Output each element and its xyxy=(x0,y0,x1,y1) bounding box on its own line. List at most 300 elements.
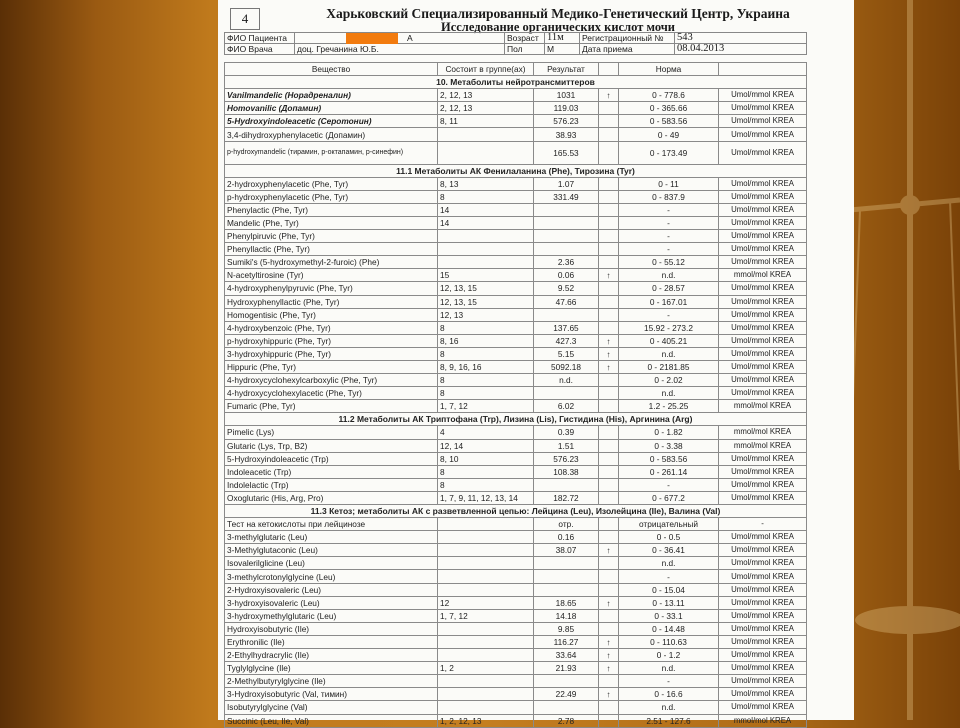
table-row xyxy=(225,243,807,256)
table-row xyxy=(225,557,807,570)
substance-cell: Indolelactic (Trp) xyxy=(225,478,438,491)
report-page xyxy=(218,0,854,726)
norm-cell: - xyxy=(619,230,719,243)
norm-cell: 0 - 778.6 xyxy=(619,89,719,102)
unit-cell: Umol/mmol KREA xyxy=(719,321,807,334)
increase-arrow xyxy=(599,321,619,334)
unit-cell: mmol/mol KREA xyxy=(719,400,807,413)
table-row xyxy=(225,321,807,334)
substance-cell: 4-hydroxycyclohexylcarboxylic (Phe, Tyr) xyxy=(225,374,438,387)
norm-cell: 0 - 11 xyxy=(619,177,719,190)
norm-cell: - xyxy=(619,203,719,216)
table-row xyxy=(225,190,807,203)
increase-arrow xyxy=(599,491,619,504)
table-row xyxy=(225,203,807,216)
groups-cell: 14 xyxy=(438,203,534,216)
result-cell xyxy=(534,701,599,714)
result-cell: 427.3 xyxy=(534,334,599,347)
result-cell xyxy=(534,478,599,491)
substance-cell: 3-hydroxyhippuric (Phe, Tyr) xyxy=(225,347,438,360)
norm-cell: n.d. xyxy=(619,269,719,282)
increase-arrow xyxy=(599,230,619,243)
norm-cell: 0 - 1.82 xyxy=(619,426,719,439)
increase-arrow xyxy=(599,243,619,256)
result-cell: 5.15 xyxy=(534,347,599,360)
groups-cell xyxy=(438,518,534,531)
substance-cell: 4-hydroxyphenylpyruvic (Phe, Tyr) xyxy=(225,282,438,295)
result-cell: 47.66 xyxy=(534,295,599,308)
result-cell: 6.02 xyxy=(534,400,599,413)
result-cell: 2.78 xyxy=(534,714,599,727)
table-row xyxy=(225,256,807,269)
groups-cell: 1, 2 xyxy=(438,662,534,675)
scales-decoration xyxy=(850,0,960,720)
norm-cell: 0 - 0.5 xyxy=(619,531,719,544)
substance-cell: Тест на кетокислоты при лейцинозе xyxy=(225,518,438,531)
table-row xyxy=(225,216,807,229)
unit-cell: Umol/mmol KREA xyxy=(719,609,807,622)
substance-cell: 5-Hydroxyindoleacetic (Серотонин) xyxy=(225,115,438,128)
sex-value: М xyxy=(545,44,580,55)
substance-cell: 3-Hydroxyisobutyric (Val, тимин) xyxy=(225,688,438,701)
groups-cell xyxy=(438,531,534,544)
groups-cell: 4 xyxy=(438,426,534,439)
substance-cell: 2-hydroxyphenylacetic (Phe, Tyr) xyxy=(225,177,438,190)
unit-cell: Umol/mmol KREA xyxy=(719,360,807,373)
norm-cell: 0 - 15.04 xyxy=(619,583,719,596)
result-cell: 182.72 xyxy=(534,491,599,504)
increase-arrow xyxy=(599,387,619,400)
col-result: Результат xyxy=(534,63,599,76)
result-cell: 0.06 xyxy=(534,269,599,282)
norm-cell: n.d. xyxy=(619,387,719,400)
norm-cell: n.d. xyxy=(619,557,719,570)
unit-cell: - xyxy=(719,518,807,531)
unit-cell: Umol/mmol KREA xyxy=(719,570,807,583)
substance-cell: Isobutyrylglycine (Val) xyxy=(225,701,438,714)
increase-arrow xyxy=(599,622,619,635)
section-title: 11.1 Метаболиты АК Фенилаланина (Phe), Тирозина (Tyr) xyxy=(225,164,807,177)
result-cell: 108.38 xyxy=(534,465,599,478)
table-row xyxy=(225,230,807,243)
increase-arrow xyxy=(599,570,619,583)
norm-cell: 0 - 3.38 xyxy=(619,439,719,452)
groups-cell xyxy=(438,701,534,714)
substance-cell: Mandelic (Phe, Tyr) xyxy=(225,216,438,229)
unit-cell: Umol/mmol KREA xyxy=(719,688,807,701)
increase-arrow xyxy=(599,452,619,465)
unit-cell: Umol/mmol KREA xyxy=(719,701,807,714)
section-title: 10. Метаболиты нейротрансмиттеров xyxy=(225,76,807,89)
section-header xyxy=(225,76,807,89)
substance-cell: Hydroxyisobutyric (Ile) xyxy=(225,622,438,635)
increase-arrow xyxy=(599,256,619,269)
norm-cell: 0 - 49 xyxy=(619,128,719,141)
col-unit xyxy=(719,63,807,76)
increase-arrow xyxy=(599,308,619,321)
unit-cell: Umol/mmol KREA xyxy=(719,635,807,648)
table-row xyxy=(225,491,807,504)
page-number: 4 xyxy=(230,8,260,30)
unit-cell: Umol/mmol KREA xyxy=(719,544,807,557)
substance-cell: 3-hydroxymethylglutaric (Leu) xyxy=(225,609,438,622)
result-cell: 22.49 xyxy=(534,688,599,701)
table-row xyxy=(225,102,807,115)
groups-cell: 8 xyxy=(438,321,534,334)
increase-arrow xyxy=(599,115,619,128)
increase-arrow xyxy=(599,675,619,688)
result-cell: 38.07 xyxy=(534,544,599,557)
col-substance: Вещество xyxy=(225,63,438,76)
norm-cell: - xyxy=(619,675,719,688)
result-cell: 0.39 xyxy=(534,426,599,439)
norm-cell: 0 - 173.49 xyxy=(619,141,719,164)
norm-cell: n.d. xyxy=(619,347,719,360)
unit-cell: Umol/mmol KREA xyxy=(719,452,807,465)
increase-arrow: ↑ xyxy=(599,360,619,373)
result-cell: 1.07 xyxy=(534,177,599,190)
norm-cell: 0 - 28.57 xyxy=(619,282,719,295)
table-row xyxy=(225,478,807,491)
table-row xyxy=(225,141,807,164)
unit-cell: Umol/mmol KREA xyxy=(719,282,807,295)
result-cell: 0.16 xyxy=(534,531,599,544)
substance-cell: Phenylactic (Phe, Tyr) xyxy=(225,203,438,216)
increase-arrow xyxy=(599,128,619,141)
report-title: Харьковский Специализированный Медико-Генетический Центр, Украина xyxy=(326,6,790,21)
groups-cell: 14 xyxy=(438,216,534,229)
patient-name-label: ФИО Пациента xyxy=(225,33,295,44)
unit-cell: Umol/mmol KREA xyxy=(719,531,807,544)
increase-arrow xyxy=(599,557,619,570)
groups-cell: 8, 13 xyxy=(438,177,534,190)
groups-cell: 2, 12, 13 xyxy=(438,102,534,115)
substance-cell: 2-Hydroxyisovaleric (Leu) xyxy=(225,583,438,596)
increase-arrow xyxy=(599,465,619,478)
unit-cell: Umol/mmol KREA xyxy=(719,243,807,256)
increase-arrow xyxy=(599,295,619,308)
increase-arrow xyxy=(599,102,619,115)
norm-cell: 0 - 365.66 xyxy=(619,102,719,115)
section-title: 11.3 Кетоз; метаболиты АК с разветвленной цепью: Лейцина (Leu), Изолейцина (Ile), Валина (Val) xyxy=(225,505,807,518)
norm-cell: 0 - 36.41 xyxy=(619,544,719,557)
result-cell xyxy=(534,583,599,596)
substance-cell: 3-Methylglutaconic (Leu) xyxy=(225,544,438,557)
unit-cell: Umol/mmol KREA xyxy=(719,649,807,662)
unit-cell: mmol/mol KREA xyxy=(719,426,807,439)
groups-cell xyxy=(438,635,534,648)
table-row xyxy=(225,531,807,544)
unit-cell: Umol/mmol KREA xyxy=(719,295,807,308)
substance-cell: Vanilmandelic (Норадреналин) xyxy=(225,89,438,102)
table-row xyxy=(225,426,807,439)
norm-cell: 2.51 - 127.6 xyxy=(619,714,719,727)
groups-cell: 2, 12, 13 xyxy=(438,89,534,102)
result-cell xyxy=(534,203,599,216)
substance-cell: 3-methylglutaric (Leu) xyxy=(225,531,438,544)
result-cell: 2.36 xyxy=(534,256,599,269)
result-cell xyxy=(534,308,599,321)
unit-cell: Umol/mmol KREA xyxy=(719,622,807,635)
increase-arrow: ↑ xyxy=(599,89,619,102)
groups-cell: 8, 11 xyxy=(438,115,534,128)
table-row xyxy=(225,400,807,413)
age-value: 11м xyxy=(545,33,580,44)
result-cell: 21.93 xyxy=(534,662,599,675)
increase-arrow xyxy=(599,374,619,387)
substance-cell: Pimelic (Lys) xyxy=(225,426,438,439)
result-cell xyxy=(534,675,599,688)
groups-cell: 1, 7, 9, 11, 12, 13, 14 xyxy=(438,491,534,504)
substance-cell: 5-Hydroxyindoleacetic (Trp) xyxy=(225,452,438,465)
substance-cell: Isovalerilglicine (Leu) xyxy=(225,557,438,570)
unit-cell: Umol/mmol KREA xyxy=(719,675,807,688)
unit-cell: Umol/mmol KREA xyxy=(719,387,807,400)
substance-cell: Homogentisic (Phe, Tyr) xyxy=(225,308,438,321)
increase-arrow xyxy=(599,439,619,452)
norm-cell: 0 - 2.02 xyxy=(619,374,719,387)
increase-arrow: ↑ xyxy=(599,269,619,282)
table-row xyxy=(225,128,807,141)
unit-cell: mmol/mol KREA xyxy=(719,269,807,282)
norm-cell: 0 - 677.2 xyxy=(619,491,719,504)
table-row xyxy=(225,387,807,400)
unit-cell: Umol/mmol KREA xyxy=(719,115,807,128)
groups-cell: 1, 7, 12 xyxy=(438,609,534,622)
increase-arrow xyxy=(599,609,619,622)
table-row xyxy=(225,649,807,662)
patient-info-table xyxy=(224,32,807,55)
norm-cell: 0 - 583.56 xyxy=(619,115,719,128)
norm-cell: 0 - 405.21 xyxy=(619,334,719,347)
substance-cell: 4-hydroxybenzoic (Phe, Tyr) xyxy=(225,321,438,334)
groups-cell: 1, 2, 12, 13 xyxy=(438,714,534,727)
groups-cell xyxy=(438,128,534,141)
result-cell: 9.52 xyxy=(534,282,599,295)
increase-arrow: ↑ xyxy=(599,334,619,347)
result-cell: 116.27 xyxy=(534,635,599,648)
result-cell: 119.03 xyxy=(534,102,599,115)
groups-cell xyxy=(438,649,534,662)
groups-cell: 8, 9, 16, 16 xyxy=(438,360,534,373)
table-row xyxy=(225,308,807,321)
groups-cell: 12 xyxy=(438,596,534,609)
substance-cell: 4-hydroxycyclohexylacetic (Phe, Tyr) xyxy=(225,387,438,400)
section-header xyxy=(225,413,807,426)
unit-cell: Umol/mmol KREA xyxy=(719,662,807,675)
table-row xyxy=(225,452,807,465)
unit-cell: Umol/mmol KREA xyxy=(719,128,807,141)
patient-name-value: А xyxy=(295,33,505,44)
substance-cell: 2-Ethylhydracrylic (Ile) xyxy=(225,649,438,662)
unit-cell: Umol/mmol KREA xyxy=(719,256,807,269)
section-header xyxy=(225,505,807,518)
table-row xyxy=(225,544,807,557)
unit-cell: mmol/mol KREA xyxy=(719,714,807,727)
groups-cell xyxy=(438,557,534,570)
increase-arrow: ↑ xyxy=(599,596,619,609)
substance-cell: 3-hydroxyisovaleric (Leu) xyxy=(225,596,438,609)
increase-arrow xyxy=(599,203,619,216)
increase-arrow xyxy=(599,426,619,439)
increase-arrow xyxy=(599,478,619,491)
unit-cell: Umol/mmol KREA xyxy=(719,177,807,190)
substance-cell: p-hydroxyphenylacetic (Phe, Tyr) xyxy=(225,190,438,203)
col-groups: Состоит в группе(ах) xyxy=(438,63,534,76)
unit-cell: Umol/mmol KREA xyxy=(719,190,807,203)
unit-cell: Umol/mmol KREA xyxy=(719,557,807,570)
table-row xyxy=(225,177,807,190)
substance-cell: Phenylpiruvic (Phe, Tyr) xyxy=(225,230,438,243)
unit-cell: Umol/mmol KREA xyxy=(719,230,807,243)
increase-arrow xyxy=(599,216,619,229)
groups-cell: 12, 13, 15 xyxy=(438,295,534,308)
increase-arrow: ↑ xyxy=(599,544,619,557)
groups-cell xyxy=(438,675,534,688)
groups-cell xyxy=(438,570,534,583)
result-cell: 9.85 xyxy=(534,622,599,635)
norm-cell: 0 - 583.56 xyxy=(619,452,719,465)
groups-cell: 8, 10 xyxy=(438,452,534,465)
result-cell: n.d. xyxy=(534,374,599,387)
increase-arrow: ↑ xyxy=(599,635,619,648)
unit-cell: Umol/mmol KREA xyxy=(719,478,807,491)
groups-cell xyxy=(438,688,534,701)
increase-arrow: ↑ xyxy=(599,649,619,662)
result-cell: 576.23 xyxy=(534,115,599,128)
age-label: Возраст xyxy=(505,33,545,44)
table-row xyxy=(225,89,807,102)
increase-arrow xyxy=(599,518,619,531)
substance-cell: 2-Methylbutyrylglycine (Ile) xyxy=(225,675,438,688)
result-cell: 137.65 xyxy=(534,321,599,334)
increase-arrow: ↑ xyxy=(599,347,619,360)
redaction-box xyxy=(346,33,398,44)
groups-cell: 12, 13 xyxy=(438,308,534,321)
substance-cell: 3,4-dihydroxyphenylacetic (Допамин) xyxy=(225,128,438,141)
norm-cell: 0 - 33.1 xyxy=(619,609,719,622)
substance-cell: Fumaric (Phe, Tyr) xyxy=(225,400,438,413)
table-row xyxy=(225,115,807,128)
substance-cell: Phenyllactic (Phe, Tyr) xyxy=(225,243,438,256)
groups-cell: 8 xyxy=(438,347,534,360)
increase-arrow xyxy=(599,177,619,190)
table-row xyxy=(225,714,807,727)
increase-arrow xyxy=(599,583,619,596)
norm-cell: 0 - 16.6 xyxy=(619,688,719,701)
norm-cell: 0 - 261.14 xyxy=(619,465,719,478)
table-row xyxy=(225,465,807,478)
groups-cell: 8 xyxy=(438,387,534,400)
unit-cell: Umol/mmol KREA xyxy=(719,465,807,478)
groups-cell xyxy=(438,544,534,557)
groups-cell xyxy=(438,141,534,164)
groups-cell: 8 xyxy=(438,374,534,387)
increase-arrow xyxy=(599,400,619,413)
table-row xyxy=(225,583,807,596)
table-row xyxy=(225,662,807,675)
substance-cell: Hippuric (Phe, Tyr) xyxy=(225,360,438,373)
reg-value: 543 xyxy=(675,33,807,44)
result-cell xyxy=(534,243,599,256)
unit-cell: Umol/mmol KREA xyxy=(719,141,807,164)
section-header xyxy=(225,164,807,177)
increase-arrow: ↑ xyxy=(599,662,619,675)
table-row xyxy=(225,269,807,282)
norm-cell: 0 - 14.48 xyxy=(619,622,719,635)
substance-cell: Homovanilic (Допамин) xyxy=(225,102,438,115)
increase-arrow xyxy=(599,701,619,714)
substance-cell: Succinic (Leu, Ile, Val) xyxy=(225,714,438,727)
result-cell xyxy=(534,557,599,570)
norm-cell: 1.2 - 25.25 xyxy=(619,400,719,413)
date-value: 08.04.2013 xyxy=(675,44,807,55)
norm-cell: 0 - 110.63 xyxy=(619,635,719,648)
table-row xyxy=(225,360,807,373)
result-cell xyxy=(534,216,599,229)
increase-arrow xyxy=(599,531,619,544)
result-cell xyxy=(534,230,599,243)
norm-cell: n.d. xyxy=(619,701,719,714)
increase-arrow: ↑ xyxy=(599,688,619,701)
table-header xyxy=(225,63,807,76)
table-row xyxy=(225,439,807,452)
groups-cell: 8 xyxy=(438,465,534,478)
result-cell: 576.23 xyxy=(534,452,599,465)
table-row xyxy=(225,282,807,295)
substance-cell: Erythronilic (Ile) xyxy=(225,635,438,648)
table-row xyxy=(225,609,807,622)
groups-cell: 1, 7, 12 xyxy=(438,400,534,413)
norm-cell: - xyxy=(619,243,719,256)
norm-cell: n.d. xyxy=(619,662,719,675)
section-title: 11.2 Метаболиты АК Триптофана (Trp), Лизина (Lis), Гистидина (His), Аргинина (Arg) xyxy=(225,413,807,426)
table-row xyxy=(225,334,807,347)
table-row xyxy=(225,596,807,609)
result-cell xyxy=(534,570,599,583)
groups-cell xyxy=(438,243,534,256)
col-norm: Норма xyxy=(619,63,719,76)
table-row xyxy=(225,635,807,648)
groups-cell: 8, 16 xyxy=(438,334,534,347)
table-row xyxy=(225,374,807,387)
table-row xyxy=(225,622,807,635)
table-row xyxy=(225,688,807,701)
result-cell: отр. xyxy=(534,518,599,531)
unit-cell: Umol/mmol KREA xyxy=(719,203,807,216)
results-table xyxy=(224,62,807,728)
norm-cell: - xyxy=(619,308,719,321)
sex-label: Пол xyxy=(505,44,545,55)
result-cell: 1031 xyxy=(534,89,599,102)
norm-cell: 0 - 55.12 xyxy=(619,256,719,269)
increase-arrow xyxy=(599,141,619,164)
col-arrow xyxy=(599,63,619,76)
norm-cell: 0 - 1.2 xyxy=(619,649,719,662)
groups-cell xyxy=(438,256,534,269)
result-cell xyxy=(534,387,599,400)
substance-cell: Hydroxyphenyllactic (Phe, Tyr) xyxy=(225,295,438,308)
unit-cell: Umol/mmol KREA xyxy=(719,374,807,387)
result-cell: 1.51 xyxy=(534,439,599,452)
norm-cell: 0 - 167.01 xyxy=(619,295,719,308)
table-row xyxy=(225,675,807,688)
table-row xyxy=(225,295,807,308)
result-cell: 14.18 xyxy=(534,609,599,622)
date-label: Дата приема xyxy=(580,44,675,55)
unit-cell: Umol/mmol KREA xyxy=(719,308,807,321)
unit-cell: Umol/mmol KREA xyxy=(719,334,807,347)
